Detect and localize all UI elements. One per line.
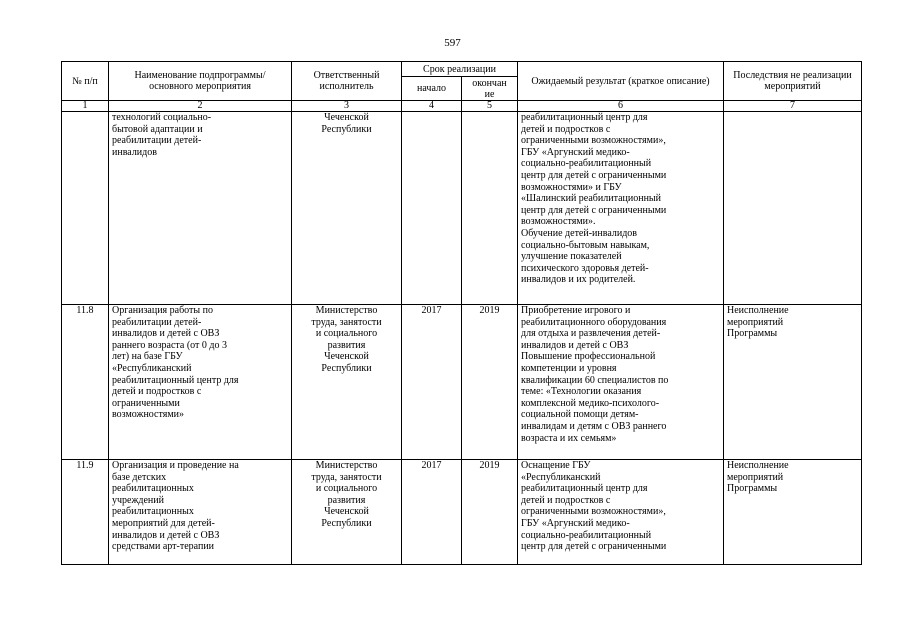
- column-number: 5: [462, 101, 518, 112]
- row-consequences: [724, 112, 862, 305]
- table-row: [62, 460, 862, 565]
- row-name: Организация и проведение на базе детских реабилитационных учреждений реабилитационных мероприятий для детей- инвалидов и детей с ОВЗ средствами арт-терапии: [109, 460, 292, 565]
- row-num: 11.8: [62, 305, 109, 460]
- header-start: начало: [402, 77, 462, 101]
- row-consequences: Неисполнение мероприятий Программы: [724, 305, 862, 460]
- column-number: 1: [62, 101, 109, 112]
- column-number: 6: [518, 101, 724, 112]
- table-row: [62, 305, 862, 460]
- header-end: окончан ие: [462, 77, 518, 101]
- column-number: 7: [724, 101, 862, 112]
- row-executor: Чеченской Республики: [292, 112, 402, 305]
- row-start: [402, 112, 462, 305]
- page-number: 597: [444, 37, 461, 49]
- row-end: [462, 112, 518, 305]
- row-end: 2019: [462, 305, 518, 460]
- row-start: 2017: [402, 305, 462, 460]
- row-end: 2019: [462, 460, 518, 565]
- row-name: Организация работы по реабилитации детей- инвалидов и детей с ОВЗ раннего возраста (от 0 до 3 лет) на базе ГБУ «Республиканский реабилитационный центр для детей и подростков с ограниченными возможностями»: [109, 305, 292, 460]
- row-executor: Министерство труда, занятости и социального развития Чеченской Республики: [292, 460, 402, 565]
- row-result: Оснащение ГБУ «Республиканский реабилитационный центр для детей и подростков с ограниченными возможностями», ГБУ «Аргунский медико- социально-реабилитационный центр для детей с ограниченными: [518, 460, 724, 565]
- header-num: № п/п: [62, 62, 109, 101]
- row-num: 11.9: [62, 460, 109, 565]
- column-number: 4: [402, 101, 462, 112]
- row-num: [62, 112, 109, 305]
- column-number: 2: [109, 101, 292, 112]
- header-consequences: Последствия не реализации мероприятий: [724, 62, 862, 101]
- header-period: Срок реализации: [402, 62, 518, 77]
- row-start: 2017: [402, 460, 462, 565]
- table-row: [62, 112, 862, 305]
- program-table: [61, 61, 862, 565]
- row-name: технологий социально- бытовой адаптации и реабилитации детей- инвалидов: [109, 112, 292, 305]
- column-number: 3: [292, 101, 402, 112]
- row-result: реабилитационный центр для детей и подростков с ограниченными возможностями», ГБУ «Аргунский медико- социально-реабилитационный центр для детей с ограниченными возможностями» и ГБУ «Шалинский реабилитационный центр для детей с ограниченными возможностями». Обучение детей-инвалидов социально-бытовым навыкам, улучшение показателей психического здоровья детей- инвалидов и их родителей.: [518, 112, 724, 305]
- row-result: Приобретение игрового и реабилитационного оборудования для отдыха и развлечения детей- инвалидов и детей с ОВЗ Повышение профессиональной компетенции и уровня квалификации 60 специалистов по теме: «Технологии оказания комплексной медико-психолого- социальной помощи детям- инвалидам и детям с ОВЗ раннего возраста и их семьям»: [518, 305, 724, 460]
- row-consequences: Неисполнение мероприятий Программы: [724, 460, 862, 565]
- header-name: Наименование подпрограммы/ основного мероприятия: [109, 62, 292, 101]
- header-executor: Ответственный исполнитель: [292, 62, 402, 101]
- row-executor: Министерство труда, занятости и социального развития Чеченской Республики: [292, 305, 402, 460]
- header-result: Ожидаемый результат (краткое описание): [518, 62, 724, 101]
